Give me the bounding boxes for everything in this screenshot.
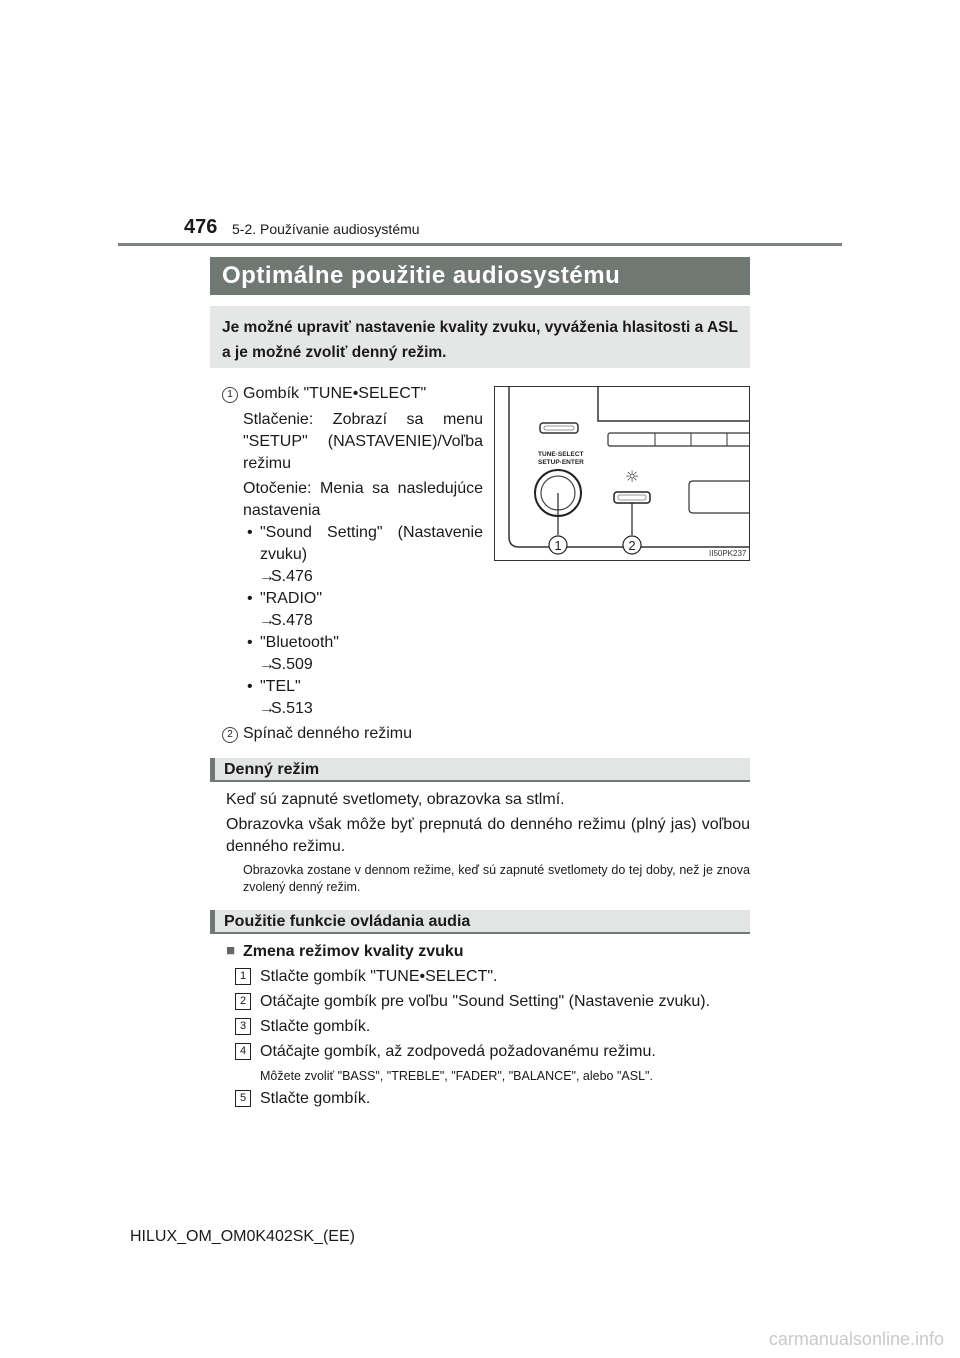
page-number: 476 bbox=[184, 216, 218, 238]
top-button bbox=[540, 423, 578, 433]
knob-label-line2: SETUP·ENTER bbox=[538, 459, 584, 466]
step-number-3: 3 bbox=[235, 1018, 251, 1035]
sun-icon: ☼ bbox=[624, 467, 640, 486]
page-ref-link[interactable]: S.476 bbox=[271, 568, 313, 585]
page-ref-link[interactable]: S.509 bbox=[271, 656, 313, 673]
bullet-marker: • bbox=[247, 590, 253, 607]
day-mode-button bbox=[614, 492, 650, 503]
screen-edge bbox=[598, 387, 749, 421]
bullet-marker: • bbox=[247, 634, 253, 651]
step-number-2: 2 bbox=[235, 993, 251, 1010]
square-marker: ■ bbox=[226, 942, 236, 959]
bullet-radio: "RADIO" bbox=[260, 590, 323, 607]
day-mode-para1: Keď sú zapnuté svetlomety, obrazovka sa stlmí. bbox=[226, 791, 565, 808]
step-4-note: Môžete zvoliť "BASS", "TREBLE", "FADER", "BALANCE", alebo "ASL". bbox=[260, 1069, 653, 1083]
bullet-marker: • bbox=[247, 678, 253, 695]
step-2-text: Otáčajte gombík pre voľbu "Sound Setting" (Nastavenie zvuku). bbox=[260, 993, 711, 1010]
figure-code: II50PK237 bbox=[709, 549, 747, 558]
step-3-text: Stlačte gombík. bbox=[260, 1018, 371, 1035]
callout-number-2: 2 bbox=[628, 538, 636, 553]
audio-panel-illustration bbox=[495, 387, 749, 560]
bullet-bluetooth: "Bluetooth" bbox=[260, 634, 339, 651]
page-title: Optimálne použitie audiosystému bbox=[210, 257, 750, 295]
subheading-audio-control: Použitie funkcie ovládania audia bbox=[210, 910, 750, 934]
page-ref-link[interactable]: S.513 bbox=[271, 700, 313, 717]
item1-name: Gombík "TUNE•SELECT" bbox=[243, 385, 427, 402]
step-number-1: 1 bbox=[235, 968, 251, 985]
knob-label-line1: TUNE·SELECT bbox=[538, 451, 584, 458]
watermark: carmanualsonline.info bbox=[768, 1329, 944, 1349]
subheading-sound-modes: Zmena režimov kvality zvuku bbox=[243, 943, 464, 960]
document-code: HILUX_OM_OM0K402SK_(EE) bbox=[130, 1228, 355, 1245]
item-number-2: 2 bbox=[222, 727, 238, 743]
step-number-5: 5 bbox=[235, 1090, 251, 1107]
bullet-marker: • bbox=[247, 524, 253, 541]
header-divider bbox=[118, 243, 842, 246]
item1-turn: Otočenie: Menia sa nasledujúce nastavenia bbox=[243, 480, 483, 519]
item-number-1: 1 bbox=[222, 387, 238, 403]
item1-press: Stlačenie: Zobrazí sa menu "SETUP" (NASTAVENIE)/Voľba režimu bbox=[243, 411, 483, 472]
cd-slot bbox=[689, 481, 749, 513]
callout-number-1: 1 bbox=[554, 538, 562, 553]
page-ref-link[interactable]: S.478 bbox=[271, 612, 313, 629]
day-mode-note: Obrazovka zostane v dennom režime, keď sú zapnuté svetlomety do tej doby, než je znova zvolený denný režim. bbox=[243, 863, 750, 894]
step-4-text: Otáčajte gombík, až zodpovedá požadovanému režimu. bbox=[260, 1043, 656, 1060]
day-mode-para2: Obrazovka však môže byť prepnutá do denného režimu (plný jas) voľbou denného režimu. bbox=[226, 816, 750, 855]
step-5-text: Stlačte gombík. bbox=[260, 1090, 371, 1107]
ref-arrow: → bbox=[259, 568, 275, 585]
bullet-sound-setting: "Sound Setting" (Nastavenie zvuku) bbox=[260, 524, 483, 563]
ref-arrow: → bbox=[259, 612, 275, 629]
audio-panel-figure bbox=[494, 386, 750, 561]
bullet-tel: "TEL" bbox=[260, 678, 301, 695]
item2-name: Spínač denného režimu bbox=[243, 725, 412, 742]
step-1-text: Stlačte gombík "TUNE•SELECT". bbox=[260, 968, 498, 985]
ref-arrow: → bbox=[259, 700, 275, 717]
top-button-inner bbox=[544, 426, 574, 430]
ref-arrow: → bbox=[259, 656, 275, 673]
subheading-day-mode: Denný režim bbox=[210, 758, 750, 782]
intro-box: Je možné upraviť nastavenie kvality zvuku, vyváženia hlasitosti a ASL a je možné zvoliť denný režim. bbox=[210, 306, 750, 368]
step-number-4: 4 bbox=[235, 1043, 251, 1060]
section-reference: 5-2. Používanie audiosystému bbox=[232, 221, 420, 237]
preset-buttons bbox=[608, 433, 749, 446]
